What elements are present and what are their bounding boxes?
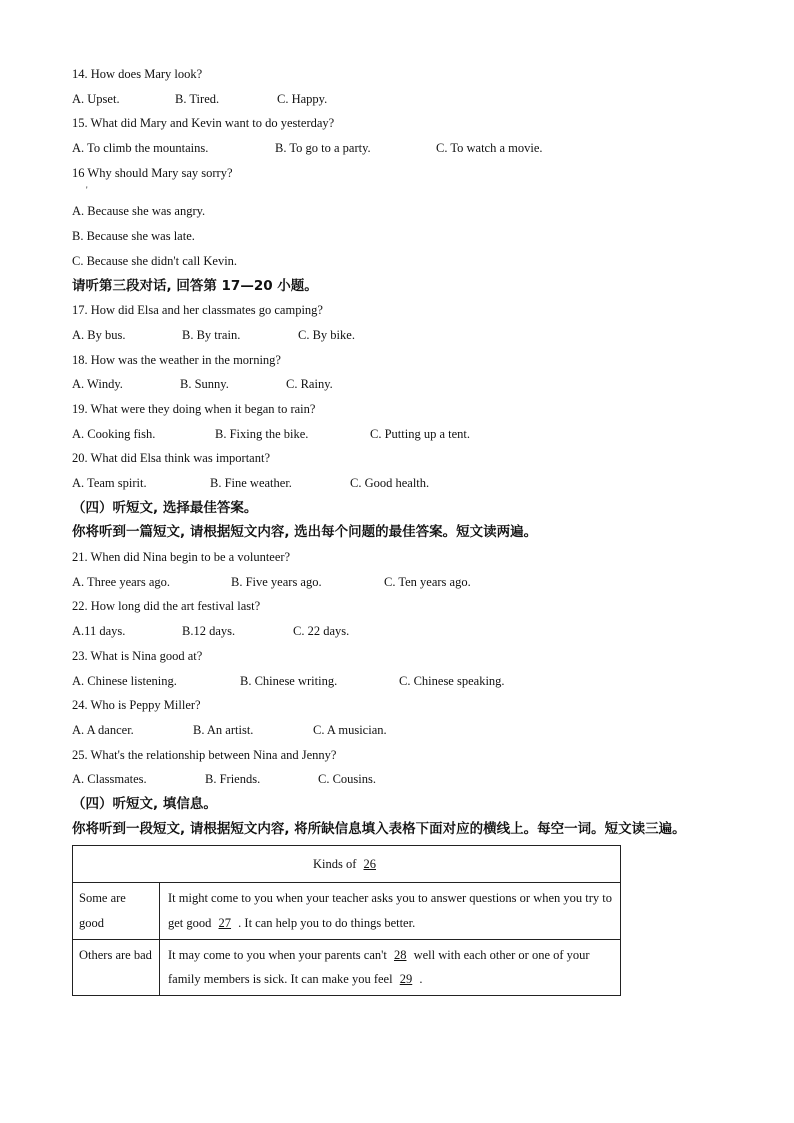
- option-20-a: A. Team spirit.: [72, 476, 147, 490]
- options-14: [72, 87, 722, 112]
- fill-in-table: [72, 845, 621, 996]
- question-16: 16 Why should Mary say sorry?: [72, 165, 233, 180]
- option-20-c: C. Good health.: [350, 476, 430, 490]
- question-20: 20. What did Elsa think was important?: [72, 451, 270, 466]
- options-24: [72, 718, 722, 743]
- question-group-b: [72, 298, 722, 496]
- option-22-a: A.11 days.: [72, 624, 126, 639]
- option-15-b: B. To go to a party.: [275, 141, 371, 156]
- option-21-b: B. Five years ago.: [231, 574, 322, 589]
- option-14-b: B. Tired.: [175, 91, 220, 106]
- question-23: 23. What is Nina good at?: [72, 648, 203, 663]
- options-25: [72, 767, 722, 792]
- option-15-a: A. To climb the mountains.: [72, 141, 209, 156]
- question-14: 14. How does Mary look?: [72, 67, 203, 81]
- row-text-part: well with each other or one of your family members is sick. It can make you feel: [168, 947, 590, 987]
- option-18-a: A. Windy.: [72, 377, 123, 392]
- section-4-title: （四）听短文, 选择最佳答案。: [72, 499, 258, 516]
- row-text-good: [160, 883, 621, 939]
- options-17: [72, 323, 722, 348]
- option-24-b: B. An artist.: [193, 722, 254, 737]
- option-18-b: B. Sunny.: [180, 377, 229, 392]
- option-22-b: B.12 days.: [182, 624, 236, 639]
- option-24-c: C. A musician.: [313, 722, 387, 737]
- section-3-heading: 请听第三段对话, 回答第 17—20 小题。: [72, 277, 318, 294]
- option-17-a: A. By bus.: [72, 327, 126, 342]
- question-group-c: [72, 545, 722, 792]
- option-14-a: A. Upset.: [72, 91, 120, 106]
- option-16-c: C. Because she didn't call Kevin.: [72, 253, 238, 268]
- option-23-c: C. Chinese speaking.: [399, 673, 505, 688]
- options-15: [72, 136, 722, 161]
- row-text-bad: [160, 939, 621, 995]
- option-23-a: A. Chinese listening.: [72, 673, 177, 688]
- row-text-part: It may come to you when your parents can't: [168, 947, 390, 962]
- row-text-part: .: [416, 972, 423, 987]
- options-21: [72, 570, 722, 595]
- section-4-instruction: 你将听到一篇短文, 请根据短文内容, 选出每个问题的最佳答案。短文读两遍。: [72, 524, 538, 541]
- stray-mark: ': [86, 185, 88, 196]
- blank-26: 26: [363, 857, 377, 872]
- table-header-text: Kinds of: [312, 857, 360, 872]
- row-label-good: Some are good: [73, 883, 160, 939]
- question-16-block: [72, 161, 722, 274]
- options-18: [72, 372, 722, 397]
- row-text-part: It might come to you when your teacher asks you to answer questions or when you try to get good: [168, 891, 613, 931]
- option-17-b: B. By train.: [182, 327, 241, 342]
- option-17-c: C. By bike.: [298, 327, 355, 342]
- options-20: [72, 471, 722, 496]
- question-group-a: [72, 62, 722, 161]
- option-16-b: B. Because she was late.: [72, 229, 195, 244]
- option-14-c: C. Happy.: [277, 91, 328, 106]
- options-23: [72, 669, 722, 694]
- question-24: 24. Who is Peppy Miller?: [72, 698, 201, 713]
- table-row: [73, 883, 621, 939]
- option-19-a: A. Cooking fish.: [72, 426, 156, 441]
- option-24-a: A. A dancer.: [72, 722, 134, 737]
- question-21: 21. When did Nina begin to be a volunteer?: [72, 550, 291, 565]
- question-19: 19. What were they doing when it began to rain?: [72, 401, 316, 416]
- blank-27: 27: [218, 916, 232, 931]
- option-21-c: C. Ten years ago.: [384, 574, 471, 589]
- option-25-b: B. Friends.: [205, 772, 261, 787]
- option-16-a: A. Because she was angry.: [72, 204, 206, 219]
- row-label-bad: Others are bad: [73, 939, 160, 995]
- table-row: [73, 939, 621, 995]
- option-19-b: B. Fixing the bike.: [215, 426, 309, 441]
- option-25-c: C. Cousins.: [318, 772, 377, 787]
- section-5-title: （四）听短文, 填信息。: [72, 795, 217, 812]
- question-17: 17. How did Elsa and her classmates go camping?: [72, 303, 323, 318]
- option-22-c: C. 22 days.: [293, 624, 350, 639]
- question-22: 22. How long did the art festival last?: [72, 599, 261, 614]
- option-18-c: C. Rainy.: [286, 377, 333, 392]
- option-21-a: A. Three years ago.: [72, 574, 170, 589]
- section-5-instruction: 你将听到一段短文, 请根据短文内容, 将所缺信息填入表格下面对应的横线上。每空一词。短文读三遍。: [72, 820, 686, 837]
- row-text-part: . It can help you to do things better.: [235, 916, 416, 931]
- blank-29: 29: [399, 972, 413, 987]
- document-page: [72, 62, 722, 996]
- table-header: [73, 846, 621, 883]
- option-25-a: A. Classmates.: [72, 772, 147, 787]
- question-25: 25. What's the relationship between Nina and Jenny?: [72, 747, 337, 762]
- option-15-c: C. To watch a movie.: [436, 141, 543, 156]
- options-19: [72, 422, 722, 447]
- question-18: 18. How was the weather in the morning?: [72, 352, 281, 367]
- option-23-b: B. Chinese writing.: [240, 673, 338, 688]
- option-19-c: C. Putting up a tent.: [370, 426, 470, 441]
- question-15: 15. What did Mary and Kevin want to do yesterday?: [72, 116, 335, 131]
- option-20-b: B. Fine weather.: [210, 476, 292, 490]
- options-22: [72, 619, 722, 644]
- blank-28: 28: [393, 947, 407, 962]
